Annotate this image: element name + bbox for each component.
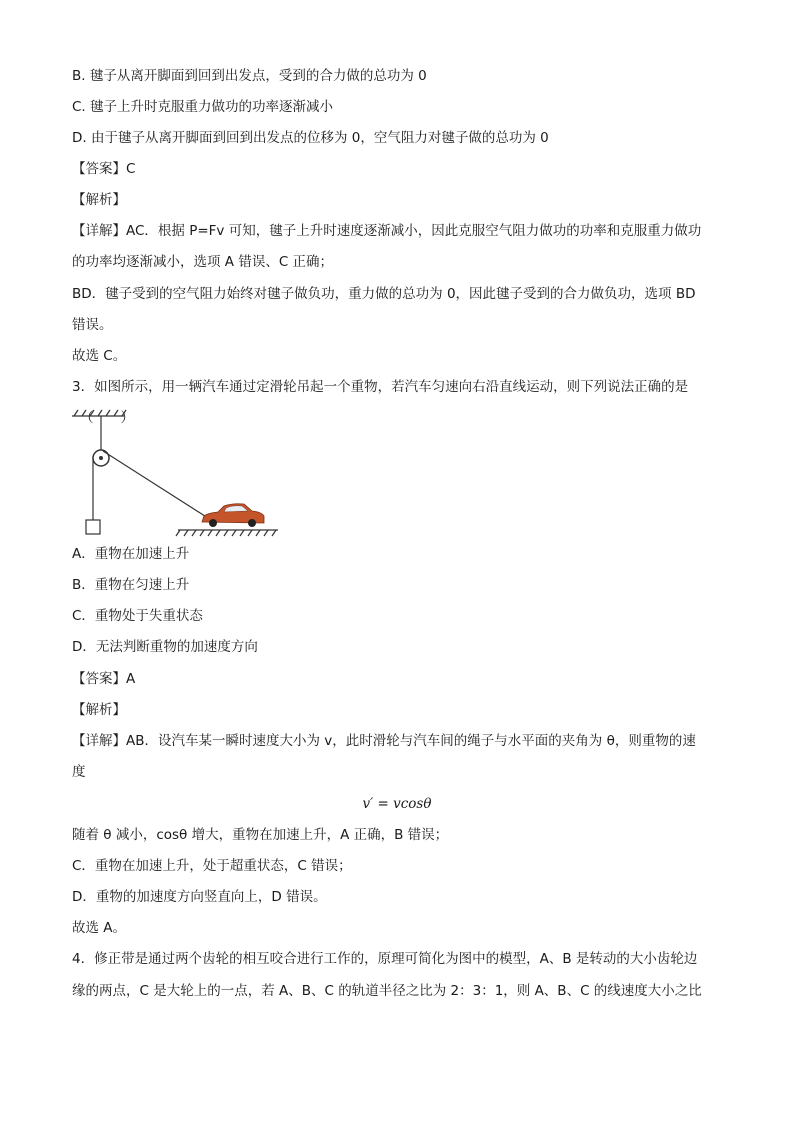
detail-q3-line4: C．重物在加速上升，处于超重状态，C 错误； bbox=[72, 858, 352, 874]
detail-q3-line1: 【详解】AB．设汽车某一瞬时速度大小为 v，此时滑轮与汽车间的绳子与水平面的夹角为 θ，则重物的速 bbox=[72, 733, 696, 749]
detail-q2-line4: 错误。 bbox=[72, 317, 113, 333]
detail-q2-line2: 的功率均逐渐减小，选项 A 错误、C 正确； bbox=[72, 254, 334, 270]
car bbox=[202, 504, 264, 527]
pulley-axle bbox=[99, 456, 103, 460]
question-3-bracket: （ ） bbox=[80, 410, 134, 426]
detail-q2-line3: BD．毽子受到的空气阻力始终对毽子做负功，重力做的总功为 0，因此毽子受到的合力做负功，选项 BD bbox=[72, 286, 696, 302]
answer-label-q3: 【答案】A bbox=[72, 671, 136, 687]
analysis-label-q3: 【解析】 bbox=[72, 702, 126, 718]
analysis-label-q2: 【解析】 bbox=[72, 192, 126, 208]
question-4-stem-line1: 4．修正带是通过两个齿轮的相互咬合进行工作的，原理可简化为图中的模型，A、B 是转动的大小齿轮边 bbox=[72, 951, 698, 967]
option-c-q3: C．重物处于失重状态 bbox=[72, 608, 203, 624]
choice-q3: 故选 A。 bbox=[72, 920, 127, 936]
detail-q3-line2: 度 bbox=[72, 764, 86, 780]
pulley-car-diagram bbox=[68, 408, 284, 538]
option-d-q3: D．无法判断重物的加速度方向 bbox=[72, 639, 258, 655]
ceiling-support bbox=[72, 410, 126, 450]
hanging-weight bbox=[86, 520, 100, 534]
choice-q2: 故选 C。 bbox=[72, 348, 127, 364]
line-option-d-prev: D. 由于毽子从离开脚面到回到出发点的位移为 0，空气阻力对毽子做的总功为 0 bbox=[72, 130, 549, 146]
line-option-c-prev: C. 毽子上升时克服重力做功的功率逐渐减小 bbox=[72, 99, 334, 115]
car-wheel-rear bbox=[209, 519, 217, 527]
formula-velocity: v′ = vcosθ bbox=[362, 796, 432, 812]
car-wheel-front bbox=[248, 519, 256, 527]
option-a-q3: A．重物在加速上升 bbox=[72, 546, 190, 562]
rope-to-car bbox=[103, 451, 208, 518]
line-option-b-prev: B. 毽子从离开脚面到回到出发点，受到的合力做的总功为 0 bbox=[72, 68, 427, 84]
ground bbox=[176, 530, 278, 536]
detail-q2-line1: 【详解】AC．根据 P=Fv 可知，毽子上升时速度逐渐减小，因此克服空气阻力做功的功率和克服重力做功 bbox=[72, 223, 702, 239]
answer-label-q2: 【答案】C bbox=[72, 161, 136, 177]
option-b-q3: B．重物在匀速上升 bbox=[72, 577, 190, 593]
question-3-stem: 3．如图所示，用一辆汽车通过定滑轮吊起一个重物，若汽车匀速向右沿直线运动，则下列说法正确的是 bbox=[72, 379, 689, 395]
detail-q3-line5: D．重物的加速度方向竖直向上，D 错误。 bbox=[72, 889, 327, 905]
detail-q3-line3: 随着 θ 减小，cosθ 增大，重物在加速上升，A 正确，B 错误； bbox=[72, 827, 449, 843]
question-4-stem-line2: 缘的两点，C 是大轮上的一点，若 A、B、C 的轨道半径之比为 2：3：1，则 A、B、C 的线速度大小之比 bbox=[72, 983, 702, 999]
